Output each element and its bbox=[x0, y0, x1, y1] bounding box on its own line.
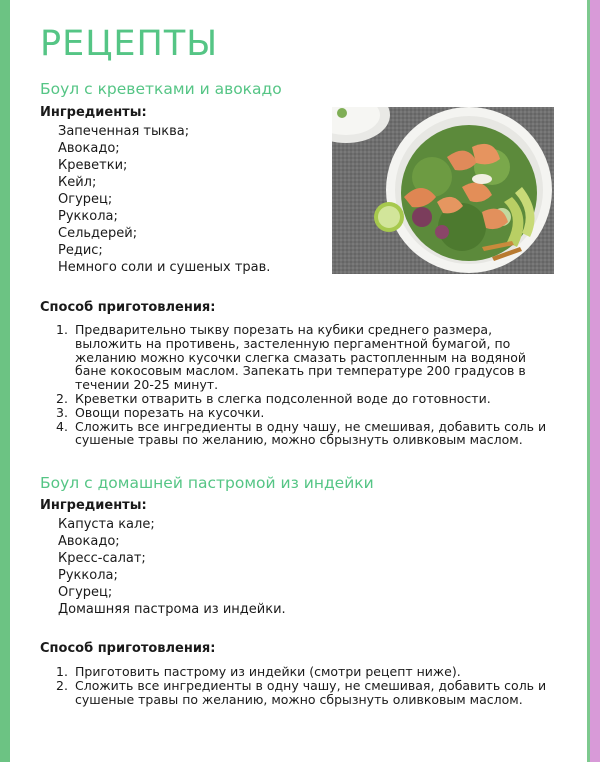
step-item bbox=[40, 323, 560, 392]
left-accent-bar bbox=[0, 0, 10, 762]
step-text-line: сушеные травы по желанию, можно сбрызнуть оливковым маслом. bbox=[75, 691, 523, 707]
step-text-line: Сложить все ингредиенты в одну чашу, не смешивая, добавить соль и bbox=[75, 677, 547, 693]
ingredient-item: Запеченная тыква; bbox=[58, 124, 190, 139]
recipe-1-title: Боул с креветками и авокадо bbox=[40, 80, 282, 98]
ingredient-item: Редис; bbox=[58, 243, 103, 258]
recipe-2-steps-list bbox=[40, 665, 560, 706]
step-number: 2. bbox=[56, 390, 68, 406]
step-text-line: течении 20-25 минут. bbox=[75, 377, 219, 393]
step-item bbox=[40, 679, 560, 707]
ingredient-item: Немного соли и сушеных трав. bbox=[58, 260, 271, 275]
recipe-2-method-label: Способ приготовления: bbox=[40, 641, 216, 656]
ingredient-item: Кресс-салат; bbox=[58, 551, 146, 566]
recipe-2-ingredients-list bbox=[58, 516, 286, 618]
ingredient-item: Капуста кале; bbox=[58, 517, 155, 532]
ingredient-item: Огурец; bbox=[58, 192, 113, 207]
step-text-line: Сложить все ингредиенты в одну чашу, не смешивая, добавить соль и bbox=[75, 418, 547, 434]
ingredient-item: Сельдерей; bbox=[58, 226, 138, 241]
step-item bbox=[40, 420, 560, 448]
shrimp-avocado-bowl-photo bbox=[332, 107, 554, 274]
step-number: 2. bbox=[56, 677, 68, 693]
step-text-line: желанию можно кусочки слегка смазать растопленным на водяной bbox=[75, 349, 527, 365]
step-text-line: Креветки отварить в слегка подсоленной воде до готовности. bbox=[75, 390, 491, 406]
step-text-line: сушеные травы по желанию, можно сбрызнуть оливковым маслом. bbox=[75, 432, 523, 448]
ingredient-item: Кейл; bbox=[58, 175, 97, 190]
ingredient-item: Огурец; bbox=[58, 585, 113, 600]
ingredient-item: Руккола; bbox=[58, 568, 118, 583]
step-text-line: выложить на противень, застеленную пергаментной бумагой, по bbox=[75, 335, 511, 351]
step-text-line: Приготовить пастрому из индейки (смотри рецепт ниже). bbox=[75, 664, 461, 679]
recipe-1-method-label: Способ приготовления: bbox=[40, 300, 216, 315]
step-item bbox=[40, 665, 560, 679]
step-item bbox=[40, 392, 560, 406]
step-item bbox=[40, 406, 560, 420]
step-number: 1. bbox=[56, 664, 68, 679]
step-number: 1. bbox=[56, 322, 68, 337]
step-number: 4. bbox=[56, 418, 68, 434]
step-text-line: Овощи порезать на кусочки. bbox=[75, 404, 265, 420]
ingredient-item: Авокадо; bbox=[58, 534, 120, 549]
recipe-2-title: Боул с домашней пастромой из индейки bbox=[40, 474, 374, 492]
step-text-line: бане кокосовым маслом. Запекать при температуре 200 градусов в bbox=[75, 363, 526, 379]
step-number: 3. bbox=[56, 404, 68, 420]
recipe-2-ingredients-label: Ингредиенты: bbox=[40, 498, 147, 513]
ingredient-item: Креветки; bbox=[58, 158, 128, 173]
ingredient-item: Домашняя пастрома из индейки. bbox=[58, 602, 286, 617]
recipe-1-ingredients-list bbox=[58, 123, 270, 276]
recipe-1-ingredients-label: Ингредиенты: bbox=[40, 105, 147, 120]
step-text-line: Предварительно тыкву порезать на кубики среднего размера, bbox=[75, 322, 493, 337]
page-title: РЕЦЕПТЫ bbox=[40, 24, 219, 64]
ingredient-item: Авокадо; bbox=[58, 141, 120, 156]
right-accent-bar bbox=[590, 0, 600, 762]
ingredient-item: Руккола; bbox=[58, 209, 118, 224]
recipe-1-steps-list bbox=[40, 323, 560, 447]
